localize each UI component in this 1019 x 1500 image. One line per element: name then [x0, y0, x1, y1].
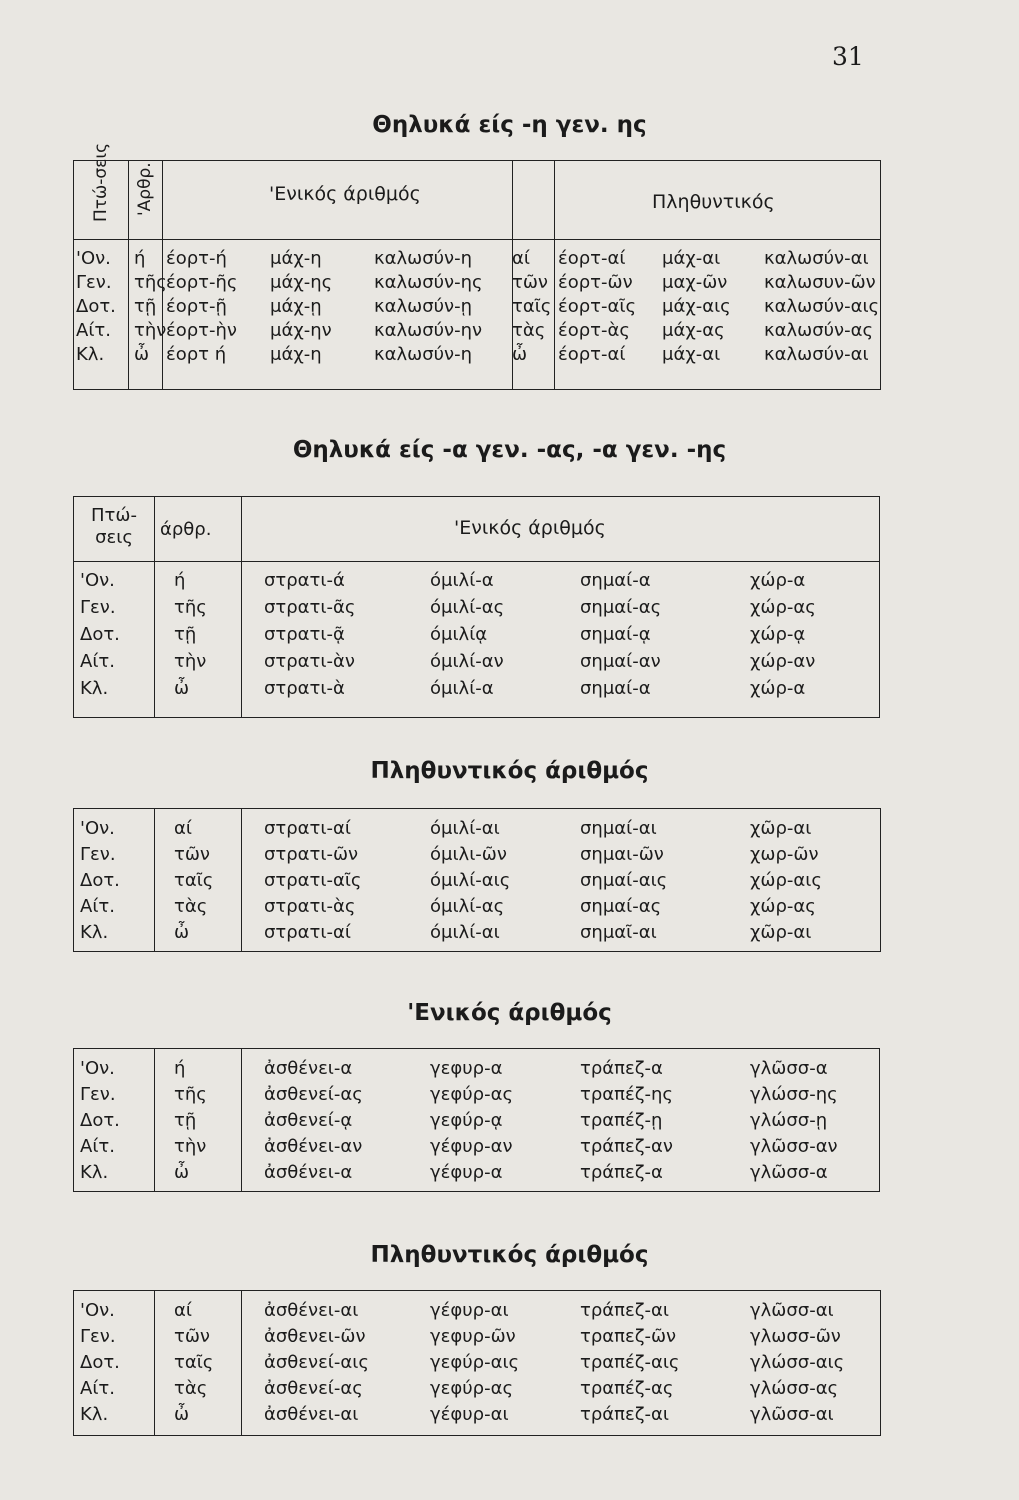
declension-form: γέφυρ-αν [430, 1136, 513, 1157]
declension-form: τραπέζ-ῃ [580, 1110, 663, 1131]
declension-form: τραπέζ-αις [580, 1352, 680, 1373]
declension-form: γεφύρ-αις [430, 1352, 520, 1373]
article-cell: ὦ [174, 678, 190, 699]
declension-form: στρατι-ὰς [264, 896, 356, 917]
article-cell: τὴν [134, 320, 167, 341]
declension-form: ἀσθενει-ῶν [264, 1326, 366, 1347]
declension-form: ἀσθένει-α [264, 1162, 353, 1183]
article-column-header: άρθρ. [160, 519, 212, 540]
article-cell: τὰς [174, 896, 208, 917]
declension-form: γεφυρ-α [430, 1058, 503, 1079]
declension-form: χώρ-ᾳ [750, 624, 806, 645]
case-label: 'Ον. [80, 570, 115, 591]
article-cell: τῆς [174, 1084, 207, 1105]
singular-form: καλωσύν-ῃ [374, 296, 472, 317]
article-cell: αί [174, 818, 192, 839]
singular-form: μάχ-η [270, 344, 322, 365]
declension-form: όμιλί-ας [430, 896, 505, 917]
declension-form: χώρ-α [750, 570, 806, 591]
article-cell: ή [134, 248, 146, 269]
case-label: Γεν. [80, 844, 116, 865]
article-cell: ὦ [134, 344, 150, 365]
declension-form: ἀσθενεί-ᾳ [264, 1110, 353, 1131]
case-label: Γεν. [80, 1326, 116, 1347]
declension-form: σημαί-αι [580, 818, 657, 839]
declension-form: σημαί-ᾳ [580, 624, 651, 645]
case-label: Δοτ. [80, 1352, 120, 1373]
declension-form: σημαί-αν [580, 651, 661, 672]
article-column-header: 'Αρθρ. [135, 162, 155, 216]
declension-form: τραπεζ-ῶν [580, 1326, 677, 1347]
declension-form: τράπεζ-αν [580, 1136, 673, 1157]
declension-form: τράπεζ-αι [580, 1300, 669, 1321]
article-cell: ὦ [174, 1162, 190, 1183]
declension-form: χώρ-α [750, 678, 806, 699]
plural-form: καλωσύν-αι [764, 248, 869, 269]
declension-form: τράπεζ-α [580, 1162, 663, 1183]
declension-form: στρατι-ῶν [264, 844, 359, 865]
declension-form: στρατι-ά [264, 570, 345, 591]
article-cell: τῆς [174, 597, 207, 618]
article-cell: ταῖς [174, 1352, 214, 1373]
case-label: Δοτ. [80, 1110, 120, 1131]
declension-form: χώρ-αις [750, 870, 822, 891]
singular-form: έορτ-ῆς [166, 272, 238, 293]
plural-form: καλωσύν-αι [764, 344, 869, 365]
case-label: 'Ον. [76, 248, 111, 269]
declension-form: στρατι-ᾶς [264, 597, 356, 618]
article-cell: ὦ [174, 1404, 190, 1425]
plural-form: έορτ-αί [558, 248, 626, 269]
declension-form: ἀσθένει-αν [264, 1136, 363, 1157]
article-cell: τὴν [174, 651, 207, 672]
declension-form: τράπεζ-α [580, 1058, 663, 1079]
plural-article-cell: ταῖς [512, 296, 552, 317]
case-label: 'Ον. [80, 1058, 115, 1079]
plural-article-cell: τὰς [512, 320, 546, 341]
singular-form: έορτ-ῇ [166, 296, 227, 317]
case-label: Κλ. [80, 922, 109, 943]
section1-table [73, 142, 881, 390]
plural-form: μάχ-ας [662, 320, 725, 341]
article-cell: ή [174, 570, 186, 591]
declension-form: τράπεζ-αι [580, 1404, 669, 1425]
declension-form: γεφύρ-ας [430, 1378, 514, 1399]
singular-form: έορτ-ή [166, 248, 227, 269]
case-label: Αίτ. [80, 896, 115, 917]
declension-form: χώρ-ας [750, 597, 816, 618]
plural-form: έορτ-αῖς [558, 296, 637, 317]
plural-header: Πληθυντικός [652, 191, 775, 213]
plural-form: καλωσυν-ῶν [764, 272, 876, 293]
section4-table [73, 1048, 880, 1192]
declension-form: σημαι-ῶν [580, 844, 664, 865]
declension-form: γέφυρ-αι [430, 1404, 509, 1425]
singular-form: καλωσύν-η [374, 248, 472, 269]
case-label: Γεν. [80, 597, 116, 618]
section4-title: 'Ενικός άριθμός [407, 1000, 612, 1026]
declension-form: όμιλί-α [430, 570, 494, 591]
plural-form: μάχ-αις [662, 296, 731, 317]
declension-form: χώρ-αν [750, 651, 816, 672]
declension-form: όμιλί-αι [430, 922, 500, 943]
declension-form: χώρ-ας [750, 896, 816, 917]
singular-form: καλωσύν-ης [374, 272, 483, 293]
plural-form: μάχ-αι [662, 344, 721, 365]
declension-form: στρατι-ᾷ [264, 624, 345, 645]
declension-form: σημαί-αις [580, 870, 668, 891]
case-label: Αίτ. [80, 1136, 115, 1157]
declension-form: ἀσθένει-αι [264, 1300, 359, 1321]
declension-form: στρατι-ὰν [264, 651, 355, 672]
singular-form: μάχ-ης [270, 272, 333, 293]
article-cell: ή [174, 1058, 186, 1079]
plural-form: έορτ-ῶν [558, 272, 633, 293]
declension-form: γέφυρ-α [430, 1162, 503, 1183]
case-label: 'Ον. [80, 818, 115, 839]
case-label: Κλ. [76, 344, 105, 365]
singular-form: καλωσύν-ην [374, 320, 483, 341]
plural-form: καλωσύν-ας [764, 320, 874, 341]
singular-form: μάχ-ην [270, 320, 332, 341]
declension-form: σημαῖ-αι [580, 922, 657, 943]
article-cell: τὰς [174, 1378, 208, 1399]
article-cell: τὴν [174, 1136, 207, 1157]
declension-form: στρατι-αῖς [264, 870, 362, 891]
declension-form: γεφυρ-ῶν [430, 1326, 516, 1347]
declension-form: όμιλί-αν [430, 651, 504, 672]
plural-form: μάχ-αι [662, 248, 721, 269]
section5-table [73, 1290, 881, 1436]
declension-form: όμιλίᾳ [430, 624, 488, 645]
article-cell: ὦ [174, 922, 190, 943]
section3-table [73, 808, 881, 952]
declension-form: γλώσσ-ῃ [750, 1110, 828, 1131]
declension-form: ἀσθένει-α [264, 1058, 353, 1079]
article-cell: τῆς [134, 272, 167, 293]
article-cell: τῇ [174, 624, 197, 645]
declension-form: τραπέζ-ης [580, 1084, 673, 1105]
declension-form: γεφύρ-ας [430, 1084, 514, 1105]
singular-form: μάχ-ῃ [270, 296, 322, 317]
plural-form: έορτ-ὰς [558, 320, 630, 341]
declension-form: όμιλί-αις [430, 870, 511, 891]
declension-form: γλῶσσ-αι [750, 1404, 834, 1425]
case-label: Αίτ. [80, 1378, 115, 1399]
declension-form: στρατι-αί [264, 818, 351, 839]
declension-form: γλῶσσ-α [750, 1058, 828, 1079]
article-cell: τῇ [134, 296, 157, 317]
declension-form: χῶρ-αι [750, 922, 812, 943]
singular-form: έορτ ή [166, 344, 227, 365]
declension-form: ἀσθενεί-ας [264, 1378, 363, 1399]
plural-article-cell: τῶν [512, 272, 548, 293]
article-cell: ταῖς [174, 870, 214, 891]
case-label: Κλ. [80, 1404, 109, 1425]
declension-form: ἀσθένει-αι [264, 1404, 359, 1425]
declension-form: γεφύρ-ᾳ [430, 1110, 503, 1131]
declension-form: γλώσσ-ης [750, 1084, 838, 1105]
case-label: Δοτ. [80, 624, 120, 645]
case-label: Γεν. [76, 272, 112, 293]
section5-title: Πληθυντικός άριθμός [370, 1242, 649, 1268]
declension-form: γλωσσ-ῶν [750, 1326, 841, 1347]
declension-form: χῶρ-αι [750, 818, 812, 839]
article-cell: αί [174, 1300, 192, 1321]
case-label: 'Ον. [80, 1300, 115, 1321]
singular-form: έορτ-ὴν [166, 320, 237, 341]
declension-form: χωρ-ῶν [750, 844, 819, 865]
section1-title: Θηλυκά είς -η γεν. ης [372, 112, 647, 138]
article-cell: τῶν [174, 844, 210, 865]
declension-form: σημαί-ας [580, 597, 662, 618]
declension-form: στρατι-ὰ [264, 678, 345, 699]
declension-form: όμιλί-ας [430, 597, 505, 618]
declension-form: όμιλι-ῶν [430, 844, 507, 865]
case-label: Δοτ. [80, 870, 120, 891]
declension-form: στρατι-αί [264, 922, 351, 943]
declension-form: τραπέζ-ας [580, 1378, 674, 1399]
plural-article-cell: αί [512, 248, 530, 269]
declension-form: γλῶσσ-αι [750, 1300, 834, 1321]
page-number: 31 [832, 42, 864, 71]
declension-form: ἀσθενεί-ας [264, 1084, 363, 1105]
declension-form: σημαί-ας [580, 896, 662, 917]
declension-form: όμιλί-α [430, 678, 494, 699]
case-column-header: Πτώ-σεις [91, 142, 111, 222]
case-label: Κλ. [80, 1162, 109, 1183]
case-label: Αίτ. [76, 320, 111, 341]
declension-form: σημαί-α [580, 678, 651, 699]
section3-title: Πληθυντικός άριθμός [370, 758, 649, 784]
plural-article-cell: ὦ [512, 344, 528, 365]
singular-header: 'Ενικός άριθμός [454, 517, 606, 539]
case-label: Γεν. [80, 1084, 116, 1105]
declension-form: σημαί-α [580, 570, 651, 591]
case-label: Κλ. [80, 678, 109, 699]
singular-form: μάχ-η [270, 248, 322, 269]
singular-form: καλωσύν-η [374, 344, 472, 365]
plural-form: έορτ-αί [558, 344, 626, 365]
case-label: Αίτ. [80, 651, 115, 672]
declension-form: όμιλί-αι [430, 818, 500, 839]
plural-form: μαχ-ῶν [662, 272, 728, 293]
article-cell: τῶν [174, 1326, 210, 1347]
section2-title: Θηλυκά είς -α γεν. -ας, -α γεν. -ης [292, 437, 727, 463]
case-column-header: Πτώ-σεις [91, 505, 137, 548]
declension-form: γλώσσ-αις [750, 1352, 845, 1373]
declension-form: γλώσσ-ας [750, 1378, 839, 1399]
declension-form: γλῶσσ-α [750, 1162, 828, 1183]
singular-header: 'Ενικός άριθμός [269, 183, 421, 205]
case-label: Δοτ. [76, 296, 116, 317]
declension-form: γέφυρ-αι [430, 1300, 509, 1321]
plural-form: καλωσύν-αις [764, 296, 880, 317]
declension-form: ἀσθενεί-αις [264, 1352, 369, 1373]
section2-table [73, 496, 880, 718]
declension-form: γλῶσσ-αν [750, 1136, 838, 1157]
article-cell: τῇ [174, 1110, 197, 1131]
